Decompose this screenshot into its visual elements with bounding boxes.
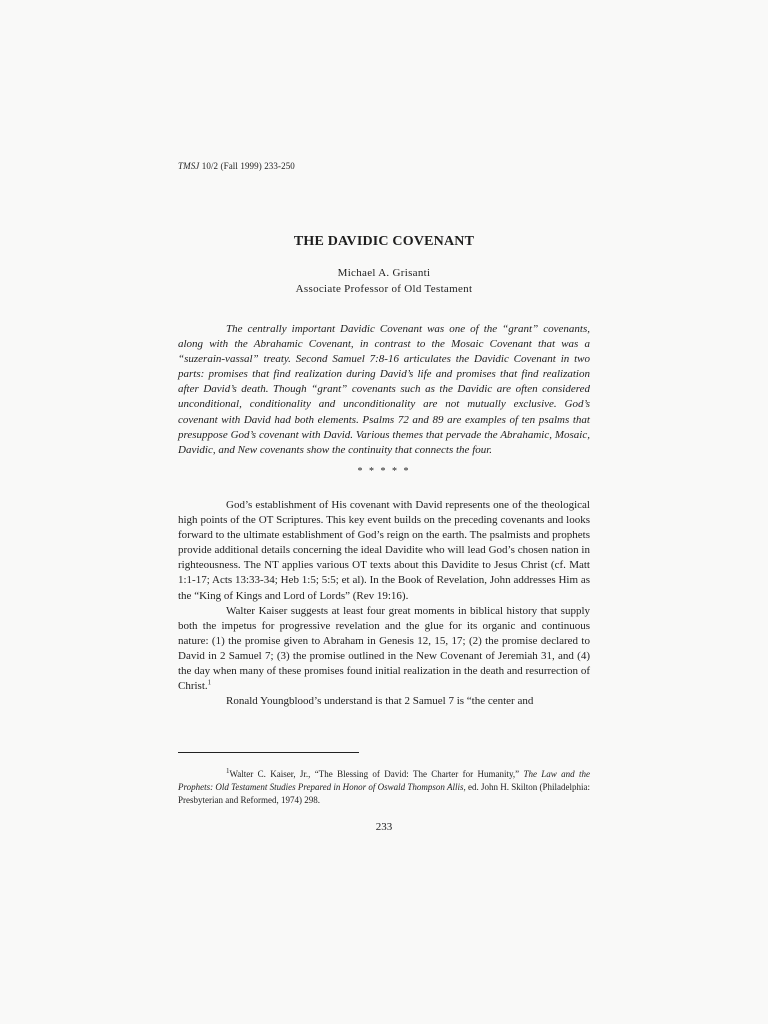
paragraph-2 bbox=[178, 604, 590, 695]
abstract: The centrally important Davidic Covenant was one of the “grant” covenants, along with the Abrahamic Covenant, in contrast to the Mosaic Covenant that was a “suzerain-vassal” treaty. Second Samuel 7:8-16 articulates the Davidic Covenant in two parts: promises that find realization during David’s life and promises that find realization after David’s death. Though “grant” covenants such as the Davidic are often considered unconditional, conditionality and unconditionality are not mutually exclusive. God’s covenant with David had both elements. Psalms 72 and 89 are examples of ten psalms that presuppose God’s covenant with David. Various themes that pervade the Abrahamic, Mosaic, Davidic, and New covenants show the continuity that connects the four. bbox=[178, 323, 590, 456]
footnote-ref[interactable]: 1 bbox=[207, 678, 212, 687]
paragraph-1: God’s establishment of His covenant with David represents one of the theological high points of the OT Scriptures. This key event builds on the preceding covenants and looks forward to the ultimate establishment of God’s reign on the earth. The psalmists and prophets provide additional details concerning the ideal Davidite who will lead God’s chosen nation in righteousness. The NT applies various OT texts about this Davidite to Jesus Christ (cf. Matt 1:1-17; Acts 13:33-34; Heb 1:5; 5:5; et al). In the Book of Revelation, John addresses Him as the “King of Kings and Lord of Lords” (Rev 19:16). bbox=[178, 499, 590, 602]
paragraph-3: Ronald Youngblood’s understand is that 2 Samuel 7 is “the center and bbox=[226, 695, 534, 708]
body-text bbox=[178, 498, 590, 709]
issue-info: 10/2 (Fall 1999) 233-250 bbox=[199, 161, 295, 171]
author-block bbox=[178, 265, 590, 297]
author-position: Associate Professor of Old Testament bbox=[295, 283, 473, 295]
footnote-1 bbox=[178, 768, 590, 807]
paragraph-2-text: Walter Kaiser suggests at least four great moments in biblical history that supply both the impetus for progressive revelation and the glue for its organic and continuous nature: (1) the promise given to Abraham in Genesis 12, 15, 17; (2) the promise declared to David in 2 Samuel 7; (3) the promise outlined in the New Covenant of Jeremiah 31, and (4) the day when many of these promises found initial realization in the death and resurrection of Christ. bbox=[178, 604, 590, 693]
page-number: 233 bbox=[375, 821, 393, 833]
footnote-text-2: , ed. John H. Skilton (Philadelphia: Presbyterian and Reformed, 1974) 298. bbox=[178, 782, 591, 805]
section-separator: * * * * * bbox=[357, 466, 411, 477]
footnote-book-title: The Law and the Prophets: Old Testament Studies Prepared in Honor of Oswald Thompson Allis bbox=[178, 769, 590, 792]
article-title: THE DAVIDIC COVENANT bbox=[293, 234, 475, 249]
journal-name: TMSJ bbox=[178, 161, 200, 171]
author-name: Michael A. Grisanti bbox=[337, 267, 431, 279]
journal-citation bbox=[178, 161, 590, 171]
footnote-text-1: Walter C. Kaiser, Jr., “The Blessing of David: The Charter for Humanity,” bbox=[229, 769, 524, 779]
footnote-divider bbox=[178, 752, 359, 753]
footnote-mark: 1 bbox=[226, 767, 230, 775]
